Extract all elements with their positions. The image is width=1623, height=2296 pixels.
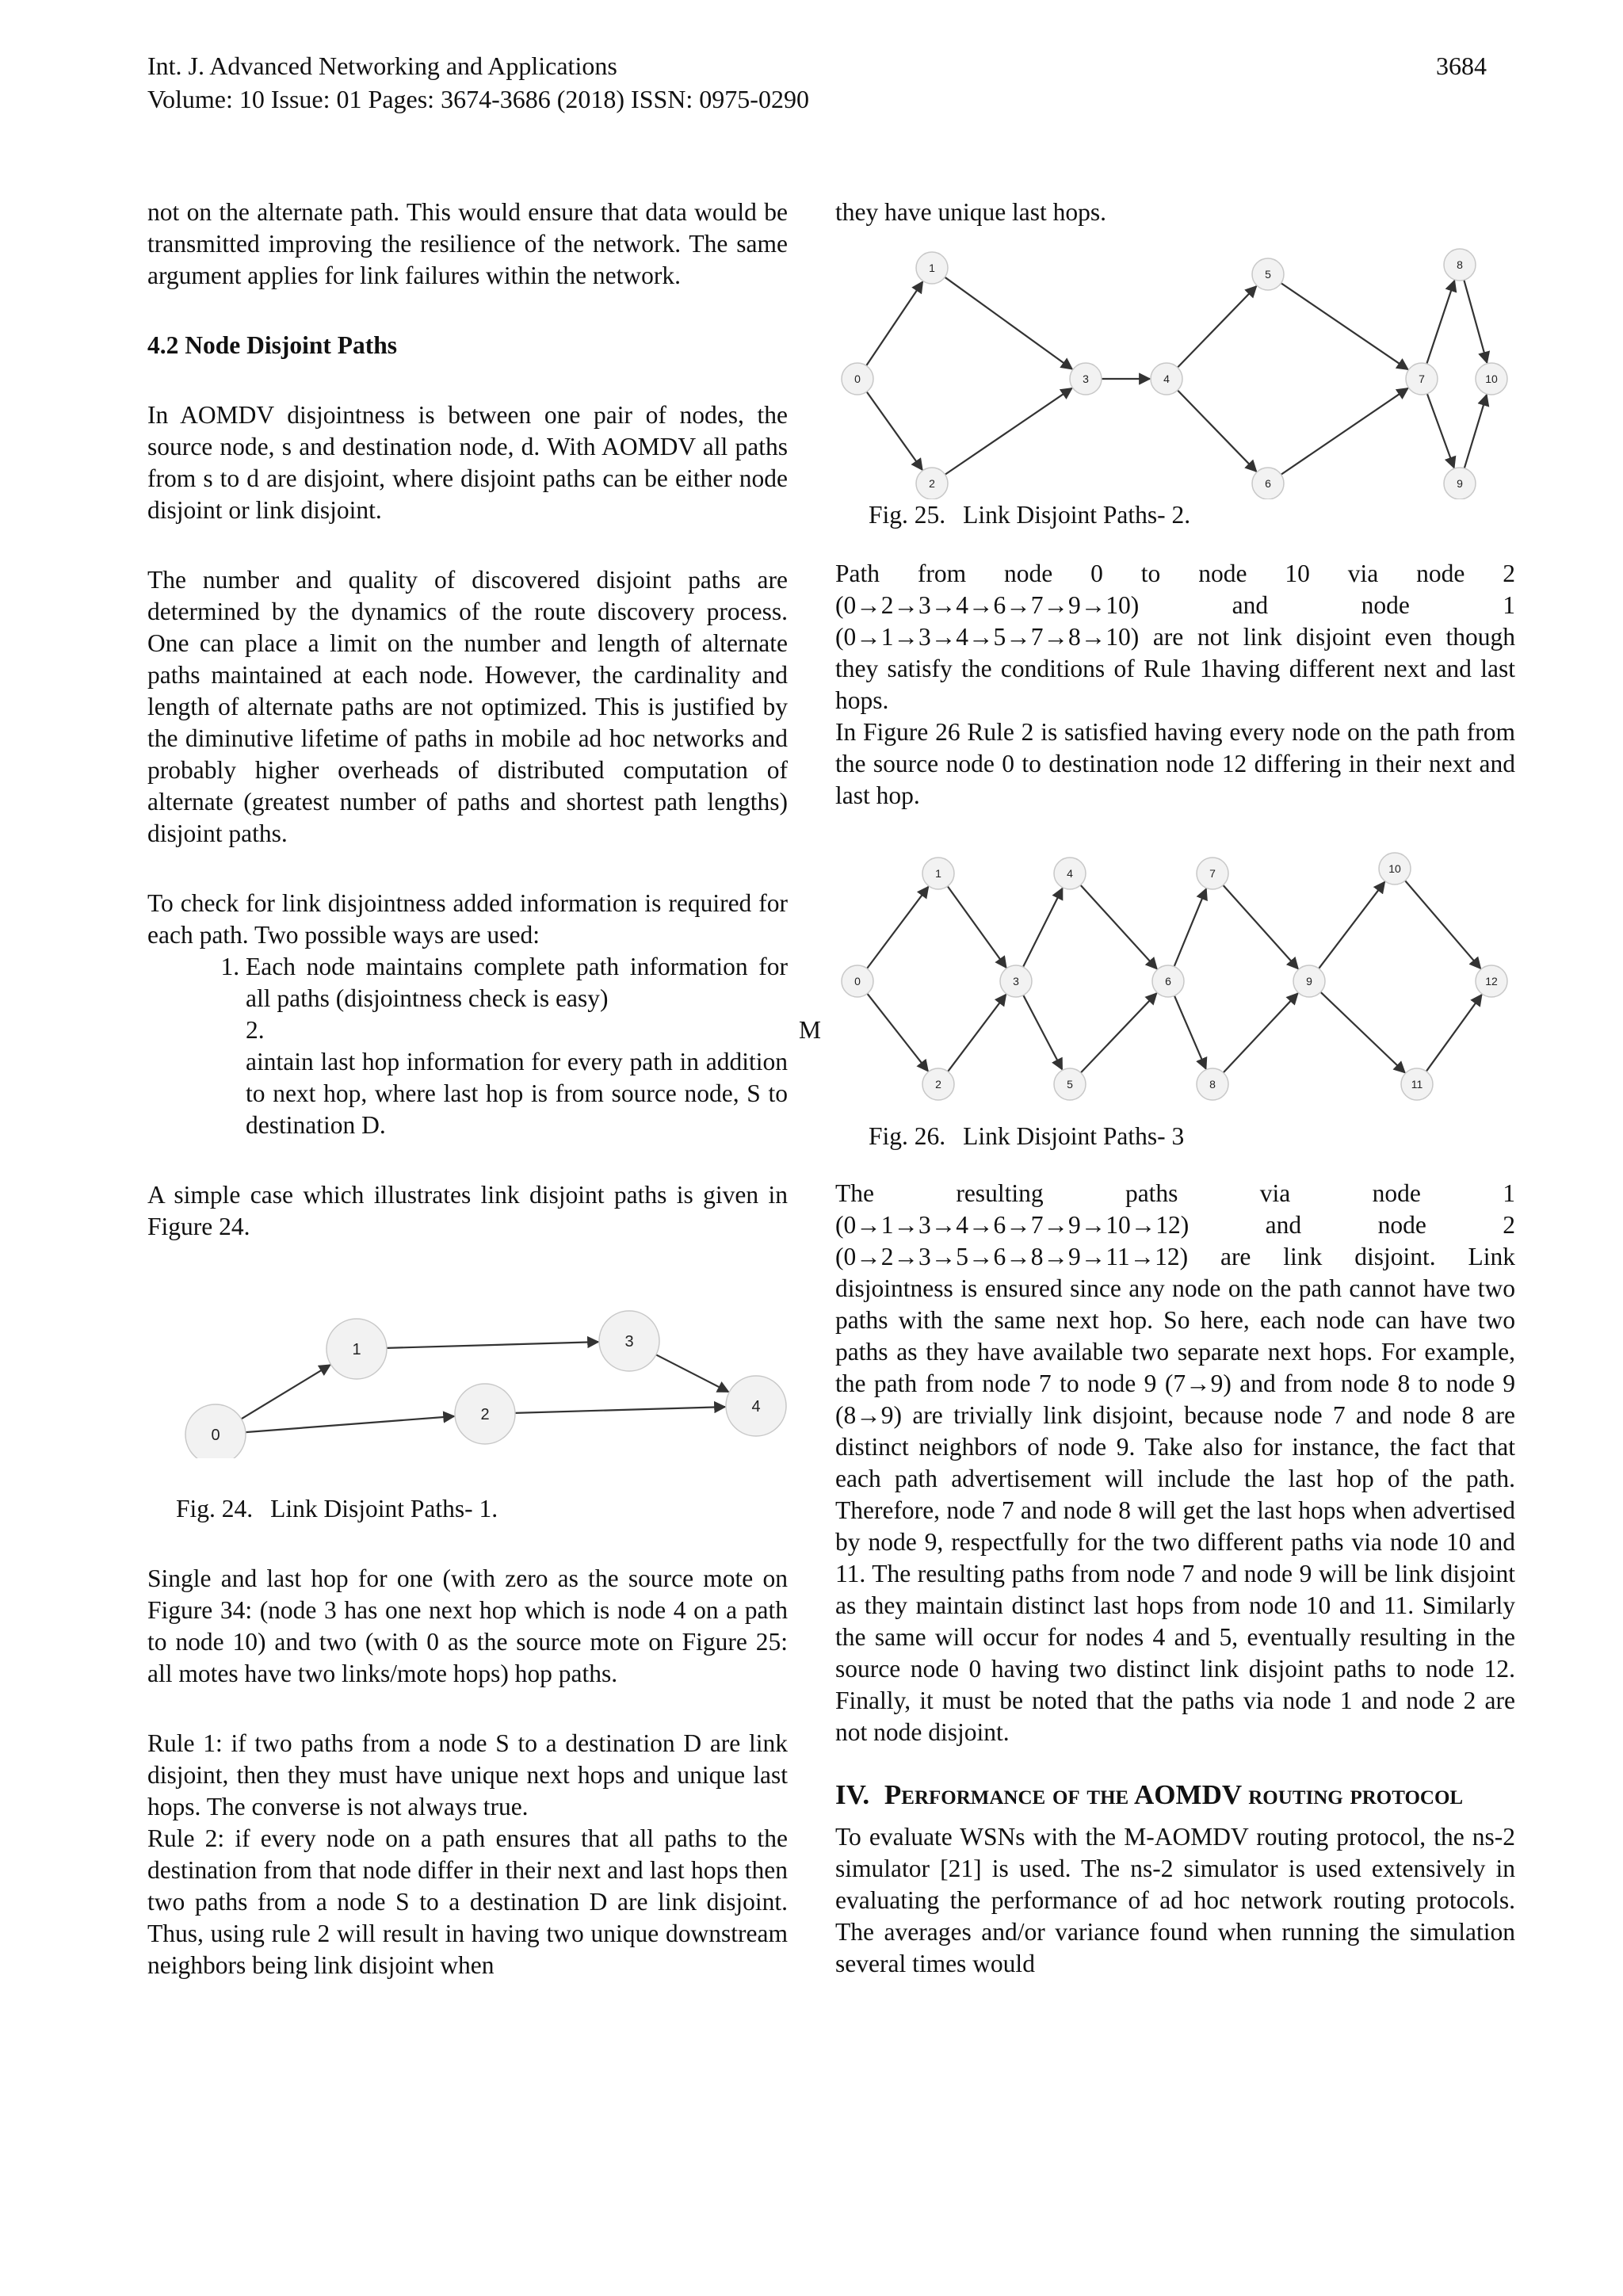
path-and: and xyxy=(1232,591,1269,619)
fig25-edge-0-2 xyxy=(867,392,922,470)
fig26-node-label: 2 xyxy=(935,1078,941,1091)
fig24-node-label: 4 xyxy=(751,1398,761,1416)
fig25-node-3 xyxy=(1070,363,1102,395)
paragraph-result-line1: The resulting paths via node 1 xyxy=(835,1179,1515,1207)
running-header xyxy=(147,49,1487,116)
fig25-node-label: 5 xyxy=(1265,268,1271,281)
fig24-node-label: 1 xyxy=(352,1341,361,1359)
fig25-node-6 xyxy=(1252,468,1284,499)
fig25-node-label: 6 xyxy=(1265,477,1271,491)
fig26-node-label: 9 xyxy=(1306,975,1312,988)
result-node: node xyxy=(1377,1211,1426,1239)
fig25-edge-8-10 xyxy=(1464,280,1487,362)
fig26-node-10 xyxy=(1379,853,1411,884)
fig24-edge-1-3 xyxy=(387,1342,598,1348)
fig25-edge-5-7 xyxy=(1281,283,1408,369)
fig26-node-label: 7 xyxy=(1209,867,1216,881)
figure-26-caption xyxy=(835,1121,1515,1152)
paragraph-fig26-intro: In Figure 26 Rule 2 is satisfied having every node on the path from the source node 0 to destination node 12 differing in their next and last hop. xyxy=(835,718,1515,809)
fig26-node-label: 10 xyxy=(1388,862,1401,876)
result-via-1: (0→1→3→4→6→7→9→10→12) xyxy=(835,1211,1190,1239)
fig25-edge-7-8 xyxy=(1426,281,1454,364)
figure-25 xyxy=(835,233,1515,499)
fig26-node-label: 3 xyxy=(1013,975,1019,988)
fig26-node-label: 11 xyxy=(1411,1078,1423,1091)
fig25-node-8 xyxy=(1444,249,1476,281)
list-item-2 xyxy=(147,1014,821,1141)
fig26-node-5 xyxy=(1054,1068,1086,1100)
fig24-edge-0-2 xyxy=(246,1416,454,1432)
paragraph-aomdv: In AOMDV disjointness is between one pair of nodes, the source node, s and destination node, d. With AOMDV all paths from s to d are disjoint, where disjoint paths can be either node disjoint or link disjoint. xyxy=(147,401,788,524)
section-title-iv xyxy=(835,1777,1515,1813)
list-item-2-number: 2. xyxy=(246,1016,265,1044)
fig26-node-label: 6 xyxy=(1165,975,1171,988)
result-and: and xyxy=(1265,1211,1302,1239)
figure-24-label: Fig. 24. xyxy=(176,1495,254,1522)
right-column xyxy=(835,197,1515,1980)
fig25-node-label: 3 xyxy=(1083,372,1089,386)
fig26-node-9 xyxy=(1293,965,1325,997)
fig25-edge-4-5 xyxy=(1178,286,1256,368)
paragraph-ns2: To evaluate WSNs with the M-AOMDV routing protocol, the ns-2 simulator [21] is used. The ns-2 simulator is used extensively in evaluating the performance of ad hoc network routing protocols. The averages and/or variance found when running the simulation several times would xyxy=(835,1823,1515,1977)
fig25-node-5 xyxy=(1252,258,1284,290)
fig24-node-label: 2 xyxy=(480,1406,490,1424)
figure-26-title: Link Disjoint Paths- 3 xyxy=(963,1122,1185,1150)
path-node-id: 1 xyxy=(1503,591,1515,619)
fig25-node-label: 4 xyxy=(1163,372,1170,386)
fig25-edge-6-7 xyxy=(1281,388,1408,475)
fig25-edge-9-10 xyxy=(1465,395,1487,468)
figure-26-label: Fig. 26. xyxy=(869,1122,946,1150)
fig26-node-0 xyxy=(842,965,873,997)
fig25-node-4 xyxy=(1151,363,1182,395)
fig26-node-3 xyxy=(1000,965,1032,997)
fig26-node-11 xyxy=(1401,1068,1433,1100)
fig26-edge-11-12 xyxy=(1426,995,1482,1072)
result-node-id: 2 xyxy=(1503,1211,1515,1239)
figure-25-title: Link Disjoint Paths- 2. xyxy=(963,501,1191,529)
fig25-node-2 xyxy=(916,468,948,499)
figure-25-graph xyxy=(835,233,1515,499)
fig25-node-label: 0 xyxy=(854,372,861,386)
fig24-node-label: 0 xyxy=(211,1427,220,1445)
figure-26-graph xyxy=(835,840,1515,1110)
paragraph-rule-2: Rule 2: if every node on a path ensures that all paths to the destination from that node differ in their next and last hops then two paths from a node S to a destination D are link disjoint. Thus, using rule 2 will result in having two unique downstream neighbors being link disjoint when xyxy=(147,1824,788,1979)
fig26-node-7 xyxy=(1197,858,1228,889)
section-title-4-2: 4.2 Node Disjoint Paths xyxy=(147,331,398,359)
paragraph-path-line1: Path from node 0 to node 10 via node 2 xyxy=(835,560,1515,587)
path-node: node xyxy=(1361,591,1410,619)
fig26-edge-3-5 xyxy=(1023,995,1062,1070)
fig26-edge-1-3 xyxy=(948,886,1006,968)
fig26-edge-2-3 xyxy=(948,995,1006,1072)
fig26-node-1 xyxy=(922,858,954,889)
fig25-edge-4-6 xyxy=(1178,390,1256,472)
figure-24-graph xyxy=(147,1284,788,1458)
fig26-edge-6-7 xyxy=(1174,888,1206,966)
fig24-node-2 xyxy=(455,1384,515,1444)
path-via-2: (0→2→3→4→6→7→9→10) xyxy=(835,591,1140,619)
fig26-edge-10-12 xyxy=(1405,881,1480,968)
paragraph-result-line2 xyxy=(835,1209,1515,1241)
fig25-node-7 xyxy=(1406,363,1438,395)
fig26-edge-0-2 xyxy=(867,994,928,1072)
fig26-node-label: 4 xyxy=(1067,867,1073,881)
paragraph-path-rest: (0→1→3→4→5→7→8→10) are not link disjoint even though they satisfy the conditions of Rule 1having different next and last hops. xyxy=(835,623,1515,714)
fig26-node-8 xyxy=(1197,1068,1228,1100)
fig26-edge-5-6 xyxy=(1081,993,1157,1072)
fig26-node-label: 12 xyxy=(1485,975,1498,988)
fig26-edge-7-9 xyxy=(1223,885,1298,968)
figure-25-caption xyxy=(835,499,1515,531)
paragraph-continued: not on the alternate path. This would ensure that data would be transmitted improving the resilience of the network. The same argument applies for link failures within the network. xyxy=(147,198,788,289)
fig26-node-6 xyxy=(1152,965,1184,997)
list-item-2-letter: M xyxy=(798,1016,821,1044)
fig25-edge-2-3 xyxy=(945,388,1072,475)
fig26-edge-0-1 xyxy=(867,887,928,968)
figure-24 xyxy=(147,1284,788,1458)
figure-24-caption xyxy=(147,1493,788,1525)
paragraph-result-rest: (0→2→3→5→6→8→9→11→12) are link disjoint. Link disjointness is ensured since any node on the path cannot have two paths with the same next hop. So here, each node can have two paths as they have available two separate next hops. For example, the path from node 7 to node 9 (7→9) and from node 8 to node 9 (8→9) are trivially link disjoint, because node 7 and node 8 are distinct neighbors of node 9. Take also for instance, the fact that each path advertisement will include the last hop of the path. Therefore, node 7 and node 8 will get the last hops when advertised by node 9, respectfully for the two different paths via node 10 and 11. The resulting paths from node 7 and node 9 will be link disjoint as they maintain distinct last hops from node 10 and 11. Similarly the same will occur for nodes 4 and 5, eventually resulting in the source node 0 having two distinct link disjoint paths to node 12. Finally, it must be noted that the paths via node 1 and node 2 are not node disjoint. xyxy=(835,1243,1515,1746)
fig25-edge-1-3 xyxy=(945,277,1072,369)
fig24-node-0 xyxy=(185,1404,246,1458)
list-item-2-text: aintain last hop information for every path in addition to next hop, where last hop is from source node, S to destination D. xyxy=(246,1048,788,1139)
left-column xyxy=(147,197,821,1981)
fig24-edge-3-4 xyxy=(656,1354,728,1392)
fig25-edge-0-1 xyxy=(866,281,922,365)
paragraph-single-last-hop: Single and last hop for one (with zero as the source mote on Figure 34: (node 3 has one next hop which is node 4 on a path to node 10) and two (with 0 as the source mote on Figure 25: all motes have two links/mote hops) hop paths. xyxy=(147,1564,788,1687)
fig26-node-4 xyxy=(1054,858,1086,889)
fig26-edge-9-11 xyxy=(1320,992,1404,1073)
figure-25-label: Fig. 25. xyxy=(869,501,946,529)
fig25-edge-7-9 xyxy=(1427,394,1454,468)
fig26-edge-8-9 xyxy=(1224,993,1298,1072)
fig25-node-label: 2 xyxy=(929,477,935,491)
fig26-edge-3-4 xyxy=(1023,888,1063,967)
fig24-edge-0-1 xyxy=(241,1365,330,1419)
fig25-node-0 xyxy=(842,363,873,395)
fig25-node-10 xyxy=(1476,363,1507,395)
paragraph-rule-1: Rule 1: if two paths from a node S to a destination D are link disjoint, then they must have unique next hops and unique last hops. The converse is not always true. xyxy=(147,1729,788,1820)
figure-26 xyxy=(835,840,1515,1110)
fig24-node-3 xyxy=(599,1311,659,1371)
fig24-node-label: 3 xyxy=(624,1333,634,1351)
section-iv-text: Performance of the AOMDV routing protocol xyxy=(884,1779,1464,1810)
fig25-node-label: 1 xyxy=(929,262,935,275)
fig26-node-label: 1 xyxy=(935,867,941,881)
paragraph-check: To check for link disjointness added information is required for each path. Two possible ways are used: xyxy=(147,889,788,949)
fig24-edge-2-4 xyxy=(515,1407,725,1413)
fig24-node-4 xyxy=(726,1376,786,1436)
fig26-node-label: 5 xyxy=(1067,1078,1073,1091)
fig26-node-2 xyxy=(922,1068,954,1100)
fig26-node-12 xyxy=(1476,965,1507,997)
figure-24-title: Link Disjoint Paths- 1. xyxy=(270,1495,498,1522)
fig26-edge-9-10 xyxy=(1319,882,1384,968)
journal-name: Int. J. Advanced Networking and Applications xyxy=(147,52,617,80)
fig25-node-label: 8 xyxy=(1457,258,1463,272)
methods-list xyxy=(147,951,788,1014)
page-number: 3684 xyxy=(1436,52,1487,80)
fig24-node-1 xyxy=(327,1319,387,1379)
paragraph-simple-case: A simple case which illustrates link disjoint paths is given in Figure 24. xyxy=(147,1181,788,1240)
fig26-node-label: 8 xyxy=(1209,1078,1216,1091)
fig25-node-9 xyxy=(1444,468,1476,499)
fig25-node-label: 9 xyxy=(1457,477,1463,491)
paragraph-continued-right: they have unique last hops. xyxy=(835,198,1107,226)
fig25-node-label: 7 xyxy=(1419,372,1425,386)
fig25-node-1 xyxy=(916,252,948,284)
list-item: 1. Each node maintains complete path information for all paths (disjointness check is easy) xyxy=(246,951,788,1014)
paragraph-path-line2 xyxy=(835,590,1515,621)
fig26-node-label: 0 xyxy=(854,975,861,988)
fig26-edge-4-6 xyxy=(1080,885,1156,969)
fig26-edge-6-8 xyxy=(1174,995,1206,1068)
volume-info: Volume: 10 Issue: 01 Pages: 3674-3686 (2018) ISSN: 0975-0290 xyxy=(147,85,809,113)
section-iv-number: IV. xyxy=(835,1779,870,1810)
paragraph-number-quality: The number and quality of discovered disjoint paths are determined by the dynamics of the route discovery process. One can place a limit on the number and length of alternate paths maintained at each node. However, the cardinality and length of alternate paths are not optimized. This is justified by the diminutive lifetime of paths in mobile ad hoc networks and probably higher overheads of distributed computation of alternate (greatest number of paths and shortest path lengths) disjoint paths. xyxy=(147,566,788,847)
fig25-node-label: 10 xyxy=(1485,372,1498,386)
